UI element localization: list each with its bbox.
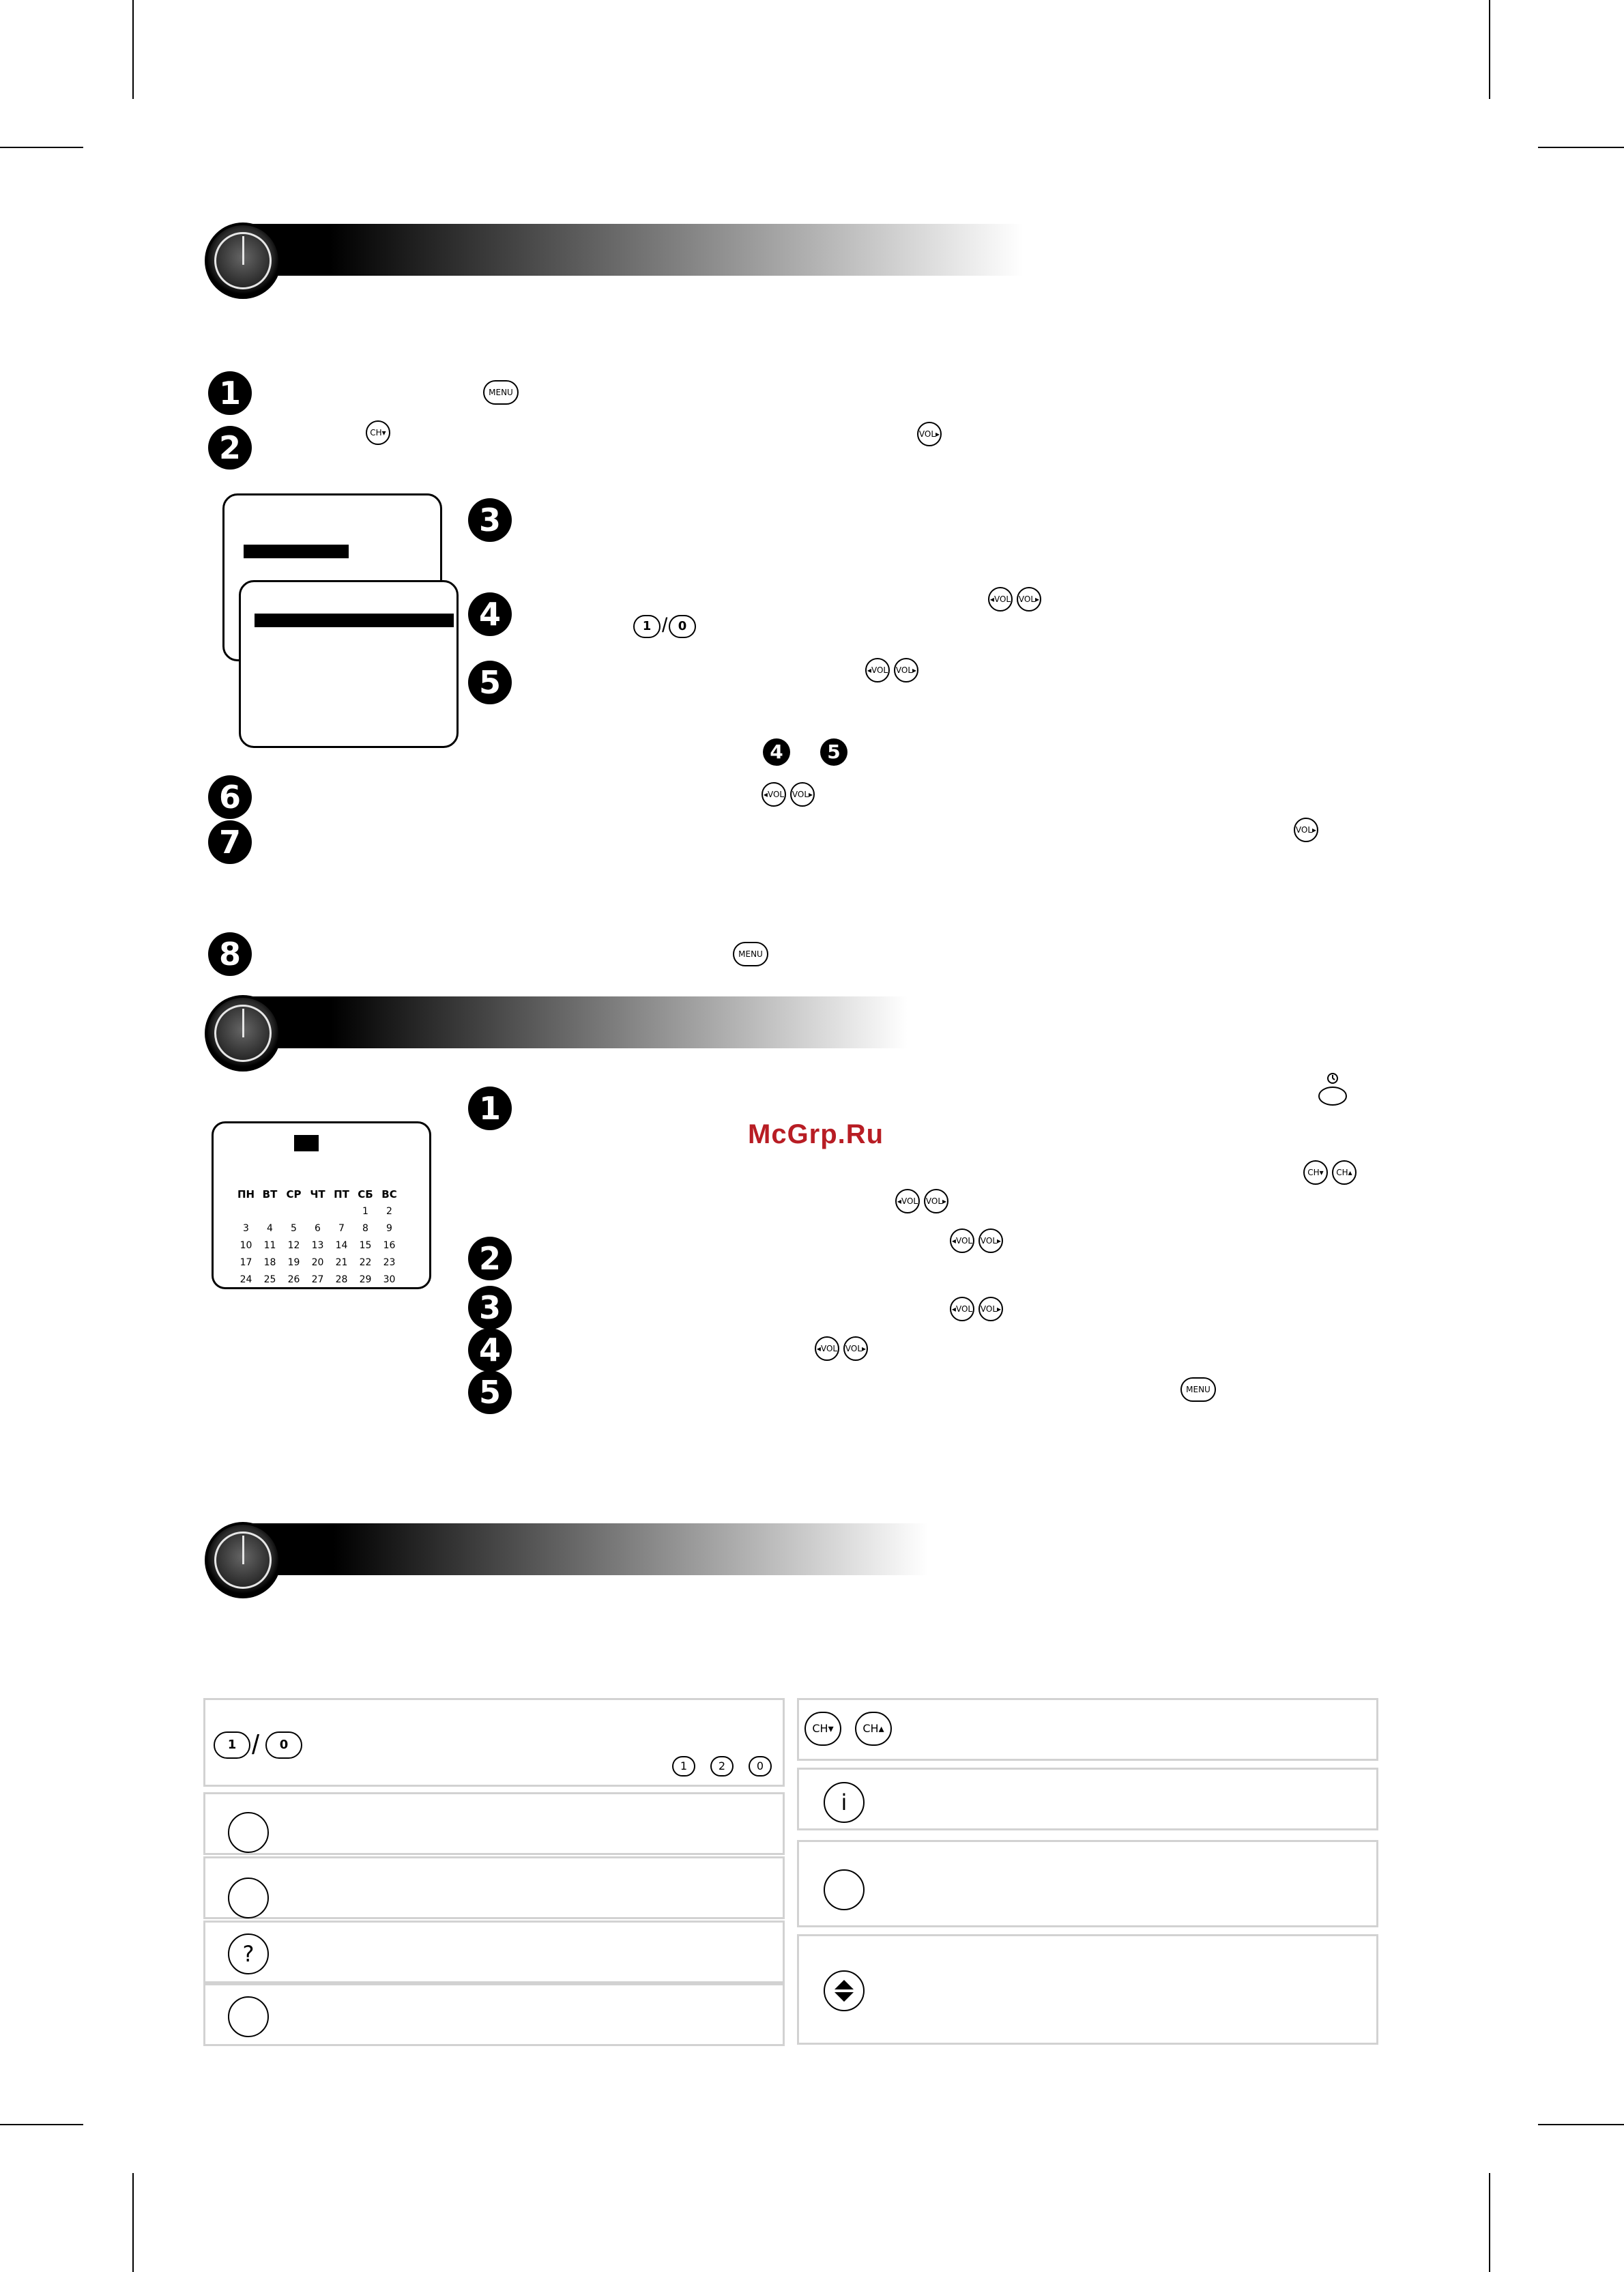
menu-button-icon: MENU [1180,1377,1216,1402]
panel-info-button [797,1768,1378,1830]
number-0-button-icon: 0 [749,1756,772,1777]
calendar-day: 27 [311,1274,324,1285]
calendar-day: 22 [359,1256,372,1268]
header-gradient-bar [252,996,908,1048]
vol-right-button-icon: VOL▸ [790,782,815,807]
number-1-button-icon: 1 [672,1756,695,1777]
vol-left-button-icon: ◂VOL [865,658,890,682]
calendar-day: 2 [386,1205,392,1217]
vol-right-button-icon: VOL▸ [1294,818,1318,842]
number-2-button-icon: 2 [710,1756,734,1777]
step-reference: 5 [820,738,847,766]
crop-mark [132,0,134,99]
crop-mark [0,2124,83,2125]
crop-mark [0,147,83,148]
round-button-icon [228,1996,269,2037]
number-1-button-icon: 1 [214,1731,250,1759]
watermark-text: McGrp.Ru [748,1119,884,1149]
vol-right-button-icon: VOL▸ [843,1336,868,1361]
calendar-day: 28 [335,1274,348,1285]
menu-button-icon: MENU [483,380,519,405]
calendar-day: 14 [335,1239,348,1251]
step-number: 5 [468,661,512,704]
calendar-day: 25 [263,1274,276,1285]
step-number: 2 [208,426,252,470]
step-number: 3 [468,498,512,542]
calendar-day: 23 [383,1256,396,1268]
step-number: 7 [208,820,252,864]
vol-left-button-icon: ◂VOL [950,1297,974,1321]
vol-left-button-icon: ◂VOL [815,1336,839,1361]
vol-left-button-icon: ◂VOL [950,1228,974,1253]
calendar-day: 8 [362,1222,368,1234]
round-button-icon [824,1869,865,1910]
step-number: 5 [468,1370,512,1414]
ch-up-button-icon: CH▴ [855,1712,892,1746]
slash-separator: / [252,1730,260,1760]
panel-updown-button [797,1934,1378,2045]
crop-mark [1538,2124,1624,2125]
calendar-day [330,1203,353,1220]
weekday-header: ПТ [334,1188,349,1200]
calendar-day [306,1203,330,1220]
crop-mark [1489,0,1490,99]
calendar-day [258,1203,282,1220]
tv-screen-front [239,580,459,748]
vol-right-button-icon: VOL▸ [924,1189,948,1213]
panel-number-buttons [203,1698,785,1787]
calendar-day: 10 [240,1239,252,1251]
vol-right-button-icon: VOL▸ [917,422,942,446]
calendar-screen [212,1121,431,1289]
calendar-week [234,1220,401,1237]
calendar-day: 11 [263,1239,276,1251]
step-number: 3 [468,1286,512,1329]
step-number: 6 [208,775,252,819]
vol-right-button-icon: VOL▸ [978,1297,1003,1321]
calendar-day: 12 [287,1239,300,1251]
menu-highlight-bar [244,545,349,558]
header-gradient-bar [252,224,1024,276]
calendar-day: 18 [263,1256,276,1268]
calendar-day: 13 [311,1239,324,1251]
calendar-week [234,1203,401,1220]
up-down-button-icon [824,1970,865,2011]
calendar-day: 5 [291,1222,297,1234]
step-reference: 4 [763,738,790,766]
power-knob-icon [205,222,281,299]
calendar-day: 29 [359,1274,372,1285]
header-gradient-bar [252,1523,928,1575]
crop-mark [1489,2173,1490,2272]
calendar-day: 3 [243,1222,249,1234]
slash-separator: / [662,614,668,637]
calendar-day: 15 [359,1239,372,1251]
vol-right-button-icon: VOL▸ [1017,587,1041,612]
help-button-icon: ? [228,1933,269,1974]
vol-left-button-icon: ◂VOL [762,782,786,807]
panel-button-c [203,1983,785,2046]
info-button-icon: i [824,1782,865,1823]
ch-down-button-icon: CH▾ [366,420,390,445]
panel-button-b [203,1856,785,1919]
crop-mark [1538,147,1624,148]
power-knob-icon [205,995,281,1072]
step-number: 8 [208,932,252,976]
calendar-month-highlight [294,1135,319,1151]
vol-left-button-icon: ◂VOL [988,587,1013,612]
calendar-week [234,1237,401,1254]
calendar-day: 1 [362,1205,368,1217]
round-button-icon [228,1878,269,1918]
calendar-day: 24 [240,1274,252,1285]
number-0-button-icon: 0 [265,1731,302,1759]
step-number: 1 [208,371,252,415]
vol-left-button-icon: ◂VOL [895,1189,920,1213]
menu-button-icon: MENU [733,942,768,966]
step-number: 4 [468,1328,512,1372]
calendar-day: 17 [240,1256,252,1268]
calendar-day: 9 [386,1222,392,1234]
panel-help-button [203,1921,785,1983]
vol-right-button-icon: VOL▸ [978,1228,1003,1253]
calendar-week [234,1271,401,1288]
calendar-day: 7 [338,1222,345,1234]
vol-right-button-icon: VOL▸ [894,658,918,682]
ch-down-button-icon: CH▾ [1303,1160,1328,1185]
timer-button-icon [1317,1072,1348,1107]
calendar-table [234,1186,401,1288]
weekday-header: СБ [358,1188,373,1200]
step-number: 4 [468,592,512,636]
calendar-week [234,1254,401,1271]
weekday-header: СР [286,1188,302,1200]
panel-button-a [203,1792,785,1855]
weekday-header: ВТ [262,1188,278,1200]
number-0-button-icon: 0 [669,615,696,638]
round-button-icon [228,1812,269,1853]
menu-highlight-bar [255,614,454,627]
calendar-day: 30 [383,1274,396,1285]
calendar-day: 26 [287,1274,300,1285]
calendar-day [282,1203,306,1220]
step-number: 1 [468,1087,512,1130]
calendar-day [234,1203,258,1220]
weekday-header: ВС [381,1188,397,1200]
calendar-day: 16 [383,1239,396,1251]
calendar-day: 20 [311,1256,324,1268]
ch-up-button-icon: CH▴ [1332,1160,1357,1185]
panel-button-d [797,1840,1378,1927]
weekday-header: ПН [237,1188,255,1200]
step-number: 2 [468,1237,512,1280]
number-1-button-icon: 1 [633,615,661,638]
calendar-day: 4 [267,1222,273,1234]
weekday-header: ЧТ [310,1188,325,1200]
calendar-day: 6 [315,1222,321,1234]
ch-down-button-icon: CH▾ [804,1712,841,1746]
power-knob-icon [205,1522,281,1598]
panel-channel-buttons [797,1698,1378,1761]
calendar-day: 21 [335,1256,348,1268]
calendar-day: 19 [287,1256,300,1268]
crop-mark [132,2173,134,2272]
